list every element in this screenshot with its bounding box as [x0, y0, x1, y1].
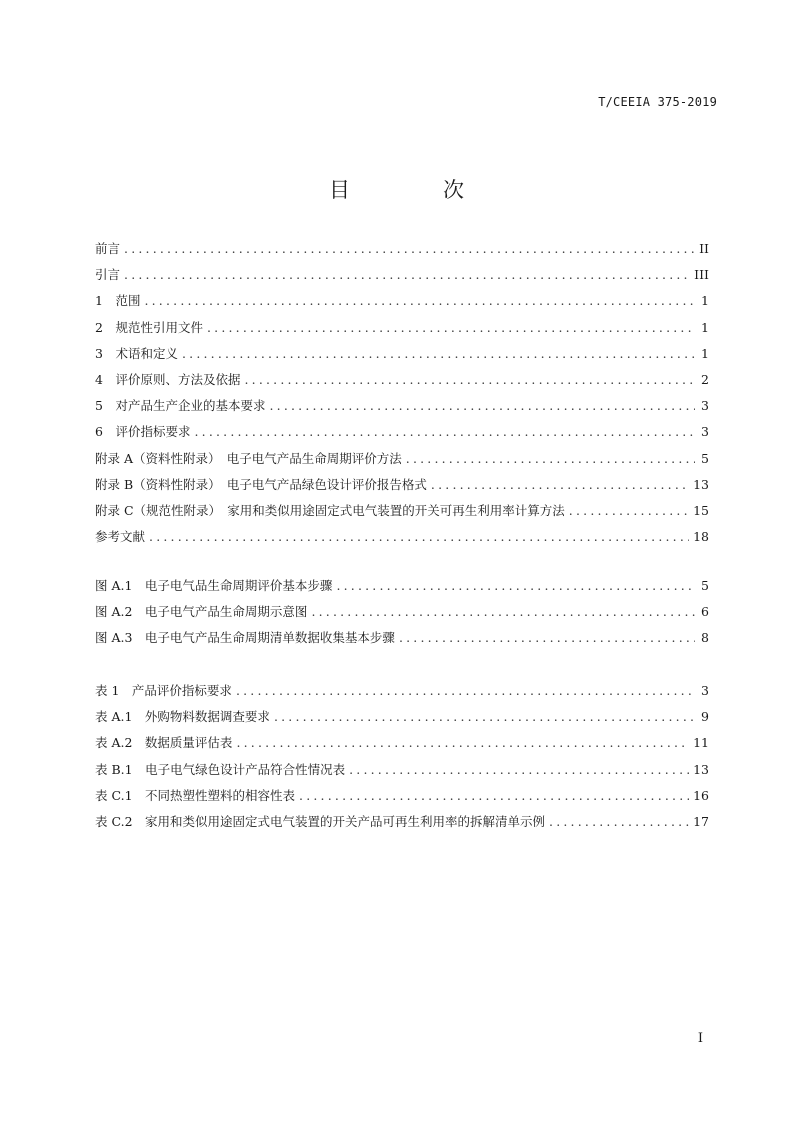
dot-leader [549, 809, 689, 835]
dot-leader [431, 472, 689, 498]
toc-entry-page: III [694, 267, 709, 283]
dot-leader [236, 730, 689, 756]
table-entry-page: 9 [701, 709, 709, 725]
toc-entry-page: 5 [701, 450, 709, 466]
toc-entry-page: 3 [701, 424, 709, 440]
toc-entry[interactable] [95, 367, 709, 393]
toc-entry-page: 18 [693, 529, 709, 545]
toc-entry-label: 附录 A（资料性附录） 电子电气产品生命周期评价方法 [95, 450, 402, 466]
dot-leader [182, 341, 695, 367]
toc-entry-label: 附录 B（资料性附录） 电子电气产品绿色设计评价报告格式 [95, 476, 427, 492]
toc-entry-page: 1 [701, 293, 709, 309]
toc-entry-label: 1 范围 [95, 293, 141, 309]
figure-entry-page: 6 [701, 604, 709, 620]
dot-leader [124, 262, 690, 288]
dot-leader [311, 599, 695, 625]
dot-leader [149, 524, 689, 550]
table-entry-page: 13 [693, 761, 709, 777]
toc-tables-list [95, 678, 709, 835]
table-entry-page: 16 [693, 787, 709, 803]
table-entry-page: 11 [693, 735, 709, 751]
dot-leader [236, 678, 695, 704]
toc-entry-label: 4 评价原则、方法及依据 [95, 371, 241, 387]
dot-leader [207, 315, 695, 341]
toc-entry[interactable] [95, 419, 709, 445]
dot-leader [274, 704, 695, 730]
figure-entry[interactable] [95, 625, 709, 651]
table-entry-label: 表 B.1 电子电气绿色设计产品符合性情况表 [95, 761, 346, 777]
toc-entry-label: 6 评价指标要求 [95, 424, 191, 440]
dot-leader [399, 625, 695, 651]
toc-main-list [95, 236, 709, 550]
table-entry-label: 表 1 产品评价指标要求 [95, 683, 232, 698]
page-title: 目 次 [329, 178, 500, 202]
table-entry-label: 表 C.1 不同热塑性塑料的相容性表 [95, 787, 296, 803]
toc-entry-page: II [699, 241, 709, 256]
figure-entry-page: 5 [701, 578, 709, 593]
toc-entry-label: 参考文献 [95, 529, 146, 545]
toc-entry-page: 1 [701, 319, 709, 335]
table-entry-label: 表 C.2 家用和类似用途固定式电气装置的开关产品可再生利用率的拆解清单示例 [95, 813, 546, 829]
toc-entry[interactable] [95, 524, 709, 550]
table-entry[interactable] [95, 730, 709, 756]
dot-leader [569, 498, 689, 524]
toc-entry-page: 3 [701, 398, 709, 414]
toc-entry-page: 13 [693, 476, 709, 492]
figure-entry-label: 图 A.2 电子电气产品生命周期示意图 [95, 604, 308, 620]
toc-entry[interactable] [95, 236, 709, 262]
toc-entry-page: 2 [701, 371, 709, 387]
table-entry-page: 17 [693, 813, 709, 829]
toc-entry-label: 3 术语和定义 [95, 345, 178, 361]
toc-entry[interactable] [95, 498, 709, 524]
dot-leader [194, 419, 695, 445]
toc-entry-label: 附录 C（规范性附录） 家用和类似用途固定式电气装置的开关可再生利用率计算方法 [95, 502, 565, 518]
toc-entry[interactable] [95, 315, 709, 341]
table-entry-page: 3 [701, 683, 709, 698]
toc-entry[interactable] [95, 288, 709, 314]
table-entry-label: 表 A.2 数据质量评估表 [95, 735, 233, 751]
toc-entry[interactable] [95, 341, 709, 367]
toc-entry[interactable] [95, 393, 709, 419]
figure-entry-label: 图 A.1 电子电气品生命周期评价基本步骤 [95, 578, 333, 593]
toc-entry[interactable] [95, 262, 709, 288]
dot-leader [144, 288, 695, 314]
toc-entry-page: 1 [701, 345, 709, 361]
table-entry[interactable] [95, 757, 709, 783]
figure-entry-label: 图 A.3 电子电气产品生命周期清单数据收集基本步骤 [95, 630, 395, 646]
document-code: T/CEEIA 375-2019 [598, 95, 717, 109]
table-entry[interactable] [95, 678, 709, 704]
dot-leader [269, 393, 695, 419]
toc-entry-label: 2 规范性引用文件 [95, 319, 203, 335]
toc-entry-label: 5 对产品生产企业的基本要求 [95, 398, 266, 414]
dot-leader [299, 783, 689, 809]
toc-entry-page: 15 [693, 502, 709, 518]
toc-figures-list [95, 573, 709, 652]
toc-entry-label: 前言 [95, 241, 121, 256]
table-entry[interactable] [95, 704, 709, 730]
figure-entry-page: 8 [701, 630, 709, 646]
table-entry[interactable] [95, 809, 709, 835]
dot-leader [244, 367, 695, 393]
dot-leader [336, 573, 695, 599]
toc-entry[interactable] [95, 472, 709, 498]
table-entry-label: 表 A.1 外购物料数据调查要求 [95, 709, 270, 725]
page-number: I [697, 1031, 703, 1046]
dot-leader [349, 757, 689, 783]
dot-leader [406, 446, 695, 472]
toc-entry[interactable] [95, 446, 709, 472]
figure-entry[interactable] [95, 599, 709, 625]
figure-entry[interactable] [95, 573, 709, 599]
dot-leader [124, 236, 695, 262]
toc-entry-label: 引言 [95, 267, 121, 283]
table-entry[interactable] [95, 783, 709, 809]
